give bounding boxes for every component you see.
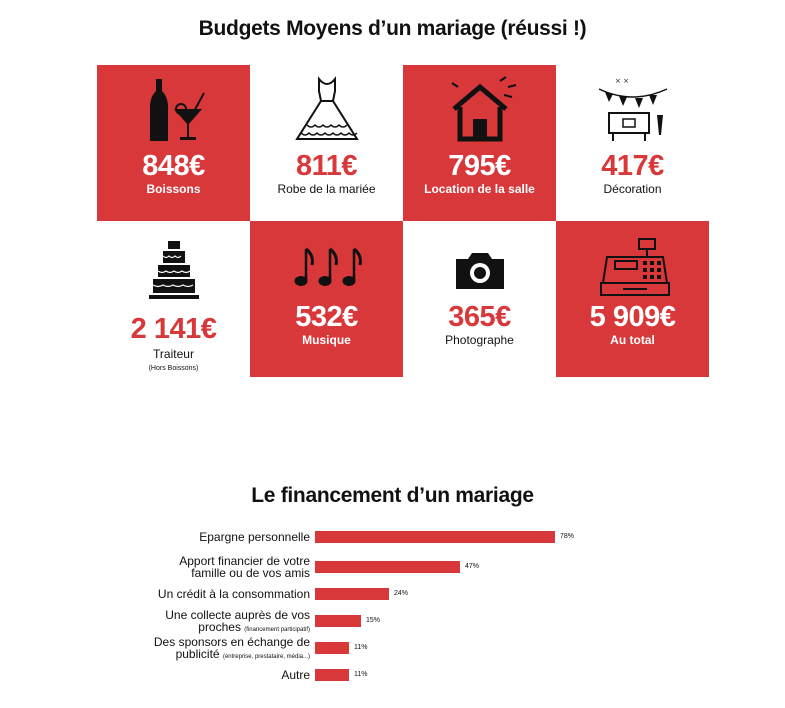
bar-value-label: 11%: [354, 671, 368, 678]
bar-label-line: Epargne personnelle: [199, 530, 310, 544]
bar-label: [158, 588, 310, 600]
bar-label: [179, 555, 310, 579]
page-title: Budgets Moyens d’un mariage (réussi !): [198, 17, 587, 40]
budget-label: Décoration: [603, 182, 662, 196]
bar-label: [281, 669, 310, 681]
budget-label: Boissons: [146, 182, 201, 196]
bar: [315, 669, 349, 681]
bar-label-note: (financement participatif): [244, 627, 310, 633]
budget-amount: 795€: [448, 150, 511, 182]
budget-label: Robe de la mariée: [277, 182, 376, 196]
bar: [315, 561, 460, 573]
bar-label-line: Des sponsors en échange de: [153, 635, 310, 649]
budget-label: Photographe: [445, 333, 514, 347]
bar-label-line: Une collecte auprès de vos: [165, 608, 310, 622]
bar: [315, 588, 389, 600]
bar: [315, 615, 361, 627]
budget-label: Location de la salle: [424, 182, 535, 196]
bar-value-label: 47%: [465, 563, 480, 570]
bar-label-line: famille ou de vos amis: [191, 566, 310, 580]
bar: [315, 642, 349, 654]
bar-label: [165, 609, 310, 636]
budget-amount: 2 141€: [130, 313, 217, 345]
budget-amount: 532€: [295, 301, 358, 333]
bar: [315, 531, 555, 543]
bar-value-label: 24%: [394, 590, 409, 597]
budget-label: Traiteur: [153, 347, 194, 361]
bar-value-label: 11%: [354, 644, 368, 651]
bar-label-note: (entreprise, prestataire, média...): [222, 654, 310, 660]
bar-label-line: publicité (entreprise, prestataire, média...): [175, 647, 310, 661]
budget-amount: 848€: [142, 150, 205, 182]
budget-sublabel: (Hors Boissons): [148, 365, 199, 372]
chart-title: Le financement d’un mariage: [251, 484, 534, 507]
bar-label: [199, 531, 310, 543]
bar-label: [154, 636, 310, 663]
budget-amount: 811€: [296, 150, 357, 182]
budget-amount: 5 909€: [589, 301, 676, 333]
bar-value-label: 15%: [366, 617, 381, 624]
budget-label: Musique: [302, 333, 351, 347]
budget-amount: 365€: [448, 301, 511, 333]
bar-label-line: Autre: [281, 668, 310, 682]
budget-amount: 417€: [601, 150, 664, 182]
bar-label-line: Un crédit à la consommation: [157, 587, 310, 601]
budget-label: Au total: [610, 333, 655, 347]
bar-value-label: 78%: [560, 533, 575, 540]
bar-label-line: proches (financement participatif): [198, 620, 310, 634]
svg-text:× ×: × ×: [614, 77, 629, 85]
bar-label-line: Apport financier de votre: [179, 554, 310, 568]
